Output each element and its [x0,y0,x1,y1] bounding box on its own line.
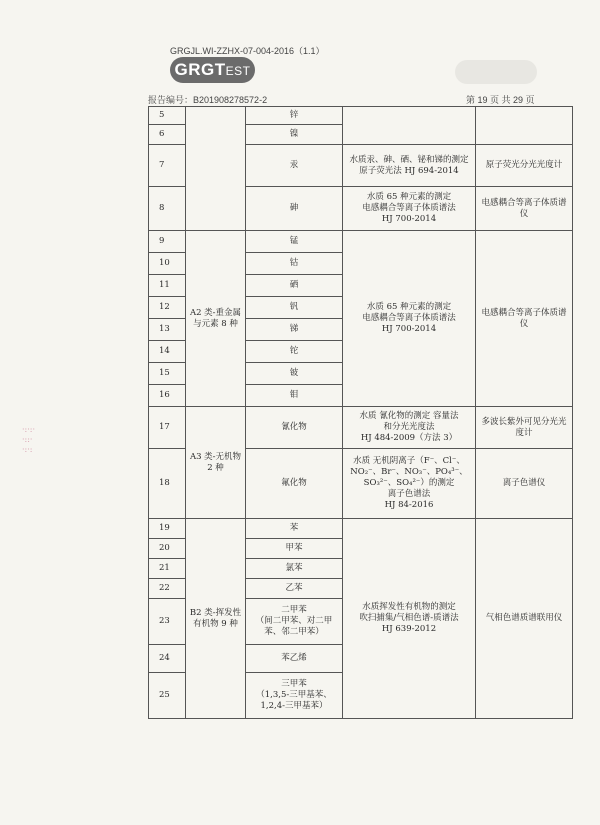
method-cell: 水质 65 种元素的测定 电感耦合等离子体质谱法 HJ 700-2014 [343,187,476,231]
page-indicator: 第 19 页 共 29 页 [466,95,535,105]
grgtest-logo [170,57,255,83]
row-number: 5 [149,107,186,125]
row-number: 12 [149,297,186,319]
method-cell: 水质 无机阴离子（F⁻、Cl⁻、NO₂⁻、Br⁻、NO₃⁻、PO₄³⁻、SO₃²⁻、SO₄²⁻）的测定 离子色谱法 HJ 84-2016 [343,449,476,519]
category-cell-empty [186,107,246,231]
table-row [149,107,573,125]
logo-suffix-text: EST [225,64,251,78]
test-item: 钒 [246,297,343,319]
faint-logo-bleedthrough [455,60,537,84]
row-number: 23 [149,599,186,645]
test-item: 氯苯 [246,559,343,579]
instrument-cell: 离子色谱仪 [476,449,573,519]
category-cell: A2 类-重金属与元素 8 种 [186,231,246,407]
row-number: 17 [149,407,186,449]
row-number: 15 [149,363,186,385]
test-item: 锰 [246,231,343,253]
test-item: 苯乙烯 [246,645,343,673]
category-cell: B2 类-挥发性有机物 9 种 [186,519,246,719]
test-item: 硒 [246,275,343,297]
test-item: 苯 [246,519,343,539]
method-cell: 水质 氰化物的测定 容量法 和分光光度法 HJ 484-2009（方法 3） [343,407,476,449]
test-item: 钴 [246,253,343,275]
test-item: 砷 [246,187,343,231]
method-cell: 水质 65 种元素的测定 电感耦合等离子体质谱法 HJ 700-2014 [343,231,476,407]
test-items-table [148,106,573,719]
instrument-cell: 电感耦合等离子体质谱仪 [476,231,573,407]
test-item: 三甲苯 （1,3,5-三甲基苯、1,2,4-三甲基苯） [246,673,343,719]
logo-main-text: GRGT [174,60,226,79]
row-number: 10 [149,253,186,275]
instrument-cell: 原子荧光分光光度计 [476,145,573,187]
row-number: 6 [149,125,186,145]
test-item: 钼 [246,385,343,407]
row-number: 11 [149,275,186,297]
row-number: 8 [149,187,186,231]
test-item: 铊 [246,341,343,363]
test-item: 镍 [246,125,343,145]
table-row [149,231,573,253]
instrument-cell: 电感耦合等离子体质谱仪 [476,187,573,231]
report-number: 报告编号：B201908278572-2 [148,95,268,105]
table-row [149,519,573,539]
row-number: 21 [149,559,186,579]
test-item: 二甲苯 （间二甲苯、对二甲苯、邻二甲苯） [246,599,343,645]
row-number: 25 [149,673,186,719]
instrument-cell: 多波长紫外可见分光光度计 [476,407,573,449]
test-item: 汞 [246,145,343,187]
row-number: 13 [149,319,186,341]
method-cell-empty [343,107,476,145]
row-number: 14 [149,341,186,363]
instrument-cell: 气相色谱质谱联用仪 [476,519,573,719]
test-item: 锌 [246,107,343,125]
category-cell: A3 类-无机物 2 种 [186,407,246,519]
document-number: GRGJL.WI-ZZHX-07-004-2016（1.1） [170,46,325,56]
test-item: 锑 [246,319,343,341]
method-cell: 水质汞、砷、硒、铋和锑的测定 原子荧光法 HJ 694-2014 [343,145,476,187]
row-number: 22 [149,579,186,599]
test-item: 氟化物 [246,449,343,519]
row-number: 24 [149,645,186,673]
row-number: 18 [149,449,186,519]
test-item: 乙苯 [246,579,343,599]
row-number: 16 [149,385,186,407]
test-item: 铍 [246,363,343,385]
row-number: 20 [149,539,186,559]
table-row [149,407,573,449]
method-cell: 水质挥发性有机物的测定 吹扫捕集/气相色谱-质谱法 HJ 639-2012 [343,519,476,719]
test-item: 甲苯 [246,539,343,559]
instrument-cell-empty [476,107,573,145]
row-number: 19 [149,519,186,539]
margin-stamp-marks: ·:·:· ·::· ·:·: [22,425,36,454]
row-number: 7 [149,145,186,187]
row-number: 9 [149,231,186,253]
test-item: 氰化物 [246,407,343,449]
